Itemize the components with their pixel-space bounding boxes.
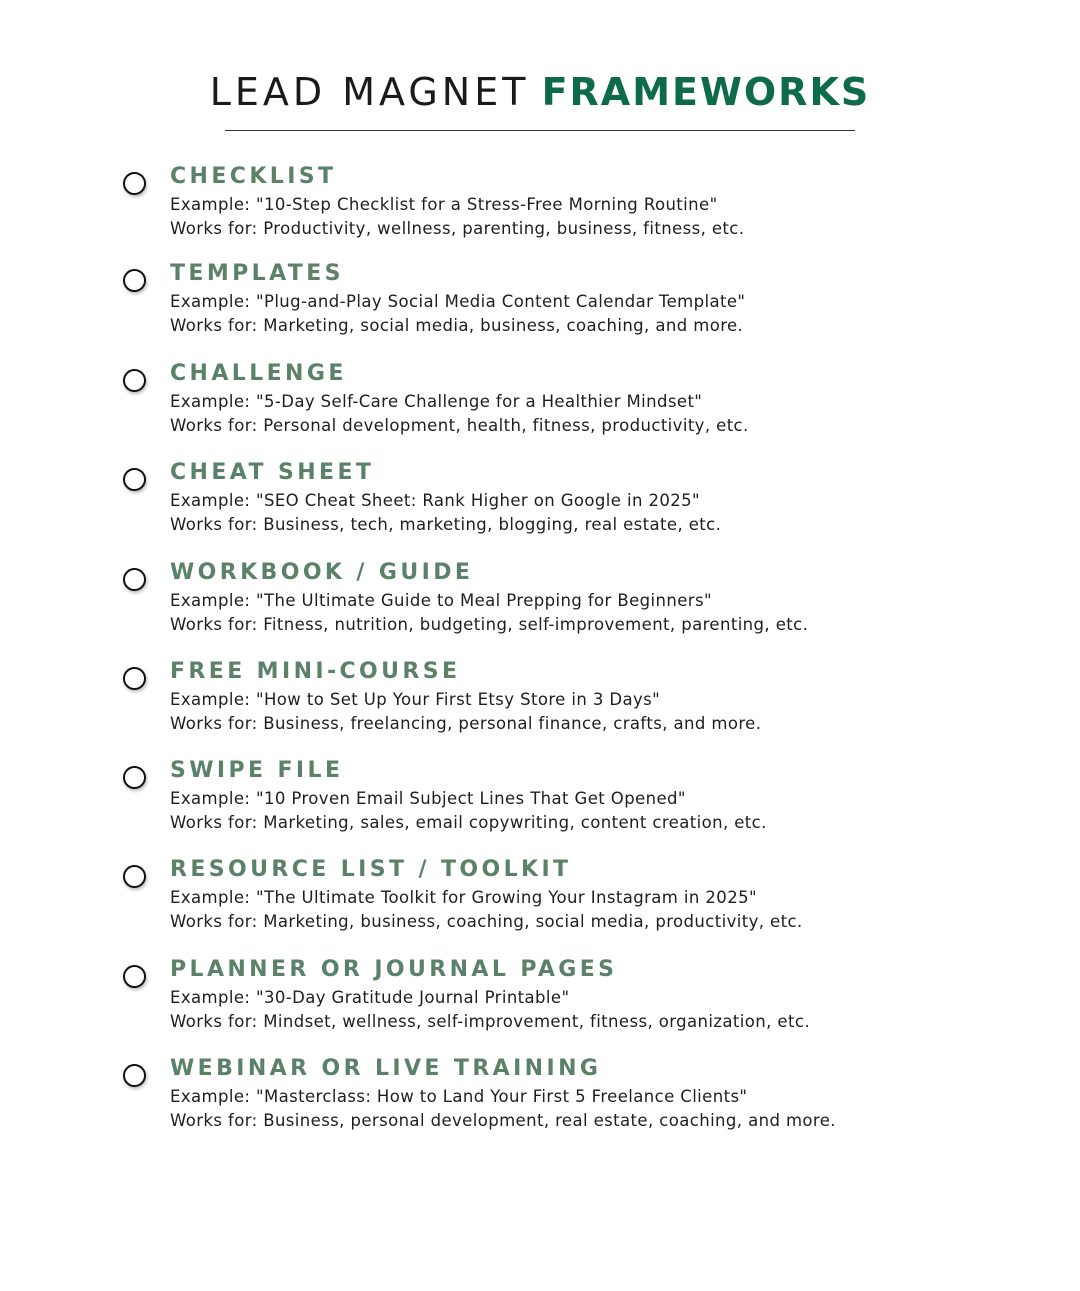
list-item xyxy=(0,460,1080,566)
framework-works-for: Works for: Fitness, nutrition, budgeting, self-improvement, parenting, etc. xyxy=(170,615,809,634)
framework-works-for: Works for: Business, personal development, real estate, coaching, and more. xyxy=(170,1111,836,1130)
framework-example: Example: "10-Step Checklist for a Stress-Free Morning Routine" xyxy=(170,195,718,214)
framework-example: Example: "Masterclass: How to Land Your First 5 Freelance Clients" xyxy=(170,1087,748,1106)
framework-example: Example: "The Ultimate Guide to Meal Prepping for Beginners" xyxy=(170,591,712,610)
framework-example: Example: "10 Proven Email Subject Lines That Get Opened" xyxy=(170,789,686,808)
framework-example: Example: "SEO Cheat Sheet: Rank Higher on Google in 2025" xyxy=(170,491,701,510)
list-item xyxy=(0,261,1080,367)
framework-works-for: Works for: Marketing, social media, business, coaching, and more. xyxy=(170,316,744,335)
framework-heading: RESOURCE LIST / TOOLKIT xyxy=(170,857,572,882)
checkbox-circle-icon[interactable] xyxy=(123,667,146,690)
framework-works-for: Works for: Marketing, business, coaching, social media, productivity, etc. xyxy=(170,912,803,931)
checkbox-circle-icon[interactable] xyxy=(123,965,146,988)
checkbox-circle-icon[interactable] xyxy=(123,1064,146,1087)
checkbox-circle-icon[interactable] xyxy=(123,369,146,392)
framework-example: Example: "30-Day Gratitude Journal Printable" xyxy=(170,988,570,1007)
checkbox-circle-icon[interactable] xyxy=(123,766,146,789)
framework-example: Example: "Plug-and-Play Social Media Content Calendar Template" xyxy=(170,292,746,311)
framework-example: Example: "The Ultimate Toolkit for Growing Your Instagram in 2025" xyxy=(170,888,757,907)
framework-works-for: Works for: Marketing, sales, email copywriting, content creation, etc. xyxy=(170,813,767,832)
framework-heading: CHECKLIST xyxy=(170,164,337,189)
checkbox-circle-icon[interactable] xyxy=(123,568,146,591)
page-title-light: LEAD MAGNET xyxy=(209,70,530,114)
framework-heading: TEMPLATES xyxy=(170,261,344,286)
framework-heading: SWIPE FILE xyxy=(170,758,344,783)
list-item xyxy=(0,659,1080,765)
framework-works-for: Works for: Personal development, health, fitness, productivity, etc. xyxy=(170,416,749,435)
framework-heading: PLANNER OR JOURNAL PAGES xyxy=(170,957,618,982)
framework-example: Example: "How to Set Up Your First Etsy Store in 3 Days" xyxy=(170,690,661,709)
framework-works-for: Works for: Business, freelancing, personal finance, crafts, and more. xyxy=(170,714,762,733)
framework-heading: WEBINAR OR LIVE TRAINING xyxy=(170,1056,602,1081)
checkbox-circle-icon[interactable] xyxy=(123,865,146,888)
list-item xyxy=(0,1056,1080,1162)
checkbox-circle-icon[interactable] xyxy=(123,269,146,292)
list-item xyxy=(0,164,1080,270)
page-title-accent: FRAMEWORKS xyxy=(541,70,871,114)
list-item xyxy=(0,957,1080,1063)
list-item xyxy=(0,758,1080,864)
list-item xyxy=(0,361,1080,467)
checkbox-circle-icon[interactable] xyxy=(123,468,146,491)
framework-works-for: Works for: Productivity, wellness, parenting, business, fitness, etc. xyxy=(170,219,745,238)
framework-heading: FREE MINI-COURSE xyxy=(170,659,461,684)
list-item xyxy=(0,560,1080,666)
list-item xyxy=(0,857,1080,963)
framework-works-for: Works for: Mindset, wellness, self-improvement, fitness, organization, etc. xyxy=(170,1012,810,1031)
framework-heading: CHEAT SHEET xyxy=(170,460,375,485)
checkbox-circle-icon[interactable] xyxy=(123,172,146,195)
framework-heading: CHALLENGE xyxy=(170,361,347,386)
framework-example: Example: "5-Day Self-Care Challenge for a Healthier Mindset" xyxy=(170,392,703,411)
framework-heading: WORKBOOK / GUIDE xyxy=(170,560,474,585)
framework-works-for: Works for: Business, tech, marketing, blogging, real estate, etc. xyxy=(170,515,722,534)
